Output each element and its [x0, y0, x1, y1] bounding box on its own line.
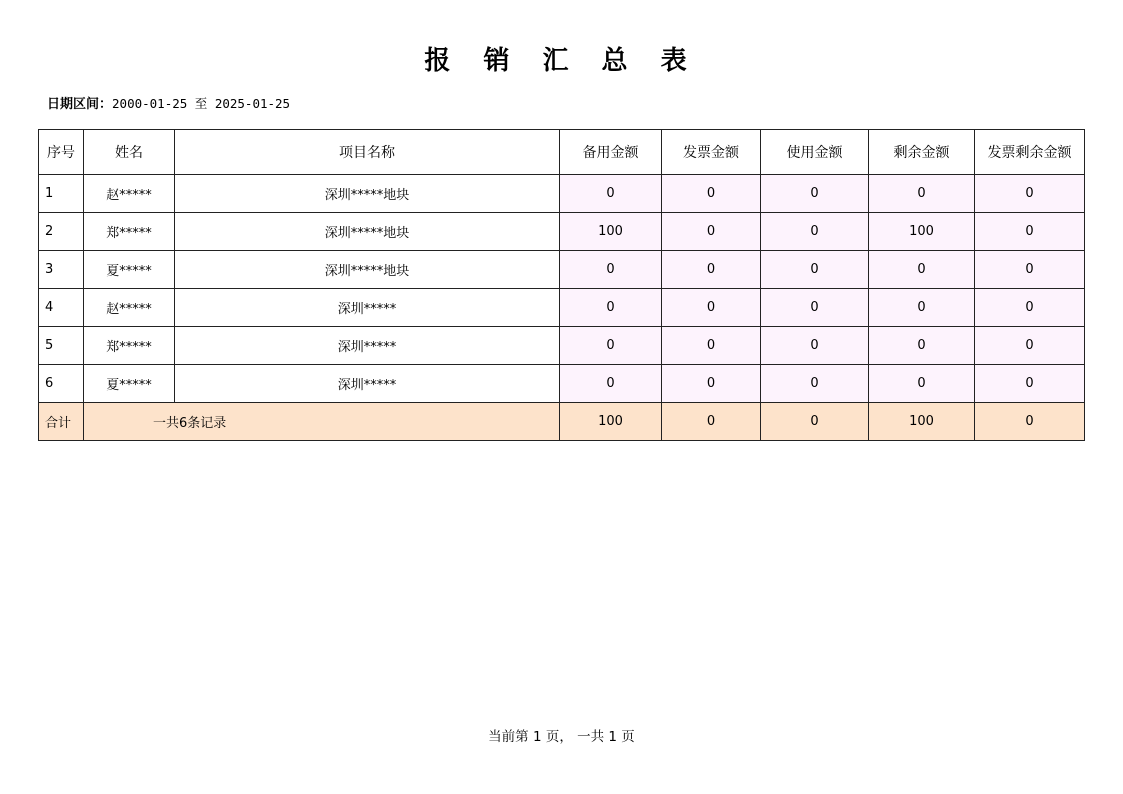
cell-name: 郑*****: [84, 213, 175, 251]
cell-remaining-amount: 0: [869, 175, 975, 213]
cell-used-amount: 0: [761, 175, 869, 213]
cell-invoice-remaining-amount: 0: [975, 175, 1085, 213]
cell-invoice-remaining-amount: 0: [975, 327, 1085, 365]
cell-project: 深圳*****: [175, 365, 560, 403]
table-row: [39, 175, 1085, 213]
total-invoice-amount: 0: [662, 403, 761, 441]
cell-reserve-amount: 0: [560, 327, 662, 365]
cell-remaining-amount: 100: [869, 213, 975, 251]
cell-used-amount: 0: [761, 327, 869, 365]
date-range-value: 2000-01-25 至 2025-01-25: [112, 96, 291, 111]
cell-index: 6: [39, 365, 84, 403]
cell-name: 赵*****: [84, 175, 175, 213]
header-remaining-amount: 剩余金额: [869, 130, 975, 175]
table-row: [39, 327, 1085, 365]
cell-invoice-amount: 0: [662, 327, 761, 365]
cell-used-amount: 0: [761, 365, 869, 403]
cell-reserve-amount: 0: [560, 251, 662, 289]
cell-invoice-remaining-amount: 0: [975, 251, 1085, 289]
total-used-amount: 0: [761, 403, 869, 441]
total-record-count: 一共6条记录: [84, 403, 560, 441]
cell-invoice-amount: 0: [662, 251, 761, 289]
cell-used-amount: 0: [761, 213, 869, 251]
cell-index: 5: [39, 327, 84, 365]
header-index: 序号: [39, 130, 84, 175]
table-row: [39, 213, 1085, 251]
cell-invoice-remaining-amount: 0: [975, 213, 1085, 251]
cell-index: 4: [39, 289, 84, 327]
cell-name: 赵*****: [84, 289, 175, 327]
report-title: 报 销 汇 总 表: [424, 46, 699, 76]
cell-project: 深圳*****地块: [175, 213, 560, 251]
table-row: [39, 365, 1085, 403]
total-remaining-amount: 100: [869, 403, 975, 441]
total-row: [39, 403, 1085, 441]
cell-remaining-amount: 0: [869, 251, 975, 289]
cell-used-amount: 0: [761, 289, 869, 327]
cell-remaining-amount: 0: [869, 365, 975, 403]
cell-reserve-amount: 0: [560, 289, 662, 327]
date-range: [47, 93, 290, 112]
cell-reserve-amount: 100: [560, 213, 662, 251]
date-range-label: 日期区间：: [47, 97, 113, 112]
cell-index: 3: [39, 251, 84, 289]
cell-remaining-amount: 0: [869, 289, 975, 327]
table-row: [39, 251, 1085, 289]
cell-index: 2: [39, 213, 84, 251]
cell-invoice-remaining-amount: 0: [975, 365, 1085, 403]
cell-invoice-amount: 0: [662, 365, 761, 403]
header-name: 姓名: [84, 130, 175, 175]
table-row: [39, 289, 1085, 327]
header-project: 项目名称: [175, 130, 560, 175]
cell-project: 深圳*****: [175, 327, 560, 365]
cell-project: 深圳*****: [175, 289, 560, 327]
cell-invoice-amount: 0: [662, 213, 761, 251]
cell-invoice-amount: 0: [662, 175, 761, 213]
total-label: 合计: [39, 403, 84, 441]
cell-remaining-amount: 0: [869, 327, 975, 365]
cell-name: 夏*****: [84, 365, 175, 403]
header-invoice-amount: 发票金额: [662, 130, 761, 175]
pagination-text: 当前第 1 页， 一共 1 页: [488, 729, 635, 745]
cell-index: 1: [39, 175, 84, 213]
table-header-row: [39, 130, 1085, 175]
total-invoice-remaining-amount: 0: [975, 403, 1085, 441]
total-reserve-amount: 100: [560, 403, 662, 441]
cell-invoice-remaining-amount: 0: [975, 289, 1085, 327]
cell-reserve-amount: 0: [560, 365, 662, 403]
cell-project: 深圳*****地块: [175, 251, 560, 289]
header-reserve-amount: 备用金额: [560, 130, 662, 175]
cell-name: 夏*****: [84, 251, 175, 289]
cell-used-amount: 0: [761, 251, 869, 289]
header-used-amount: 使用金额: [761, 130, 869, 175]
report-table: [38, 129, 1085, 441]
cell-invoice-amount: 0: [662, 289, 761, 327]
header-invoice-remaining-amount: 发票剩余金额: [975, 130, 1085, 175]
cell-name: 郑*****: [84, 327, 175, 365]
cell-reserve-amount: 0: [560, 175, 662, 213]
cell-project: 深圳*****地块: [175, 175, 560, 213]
